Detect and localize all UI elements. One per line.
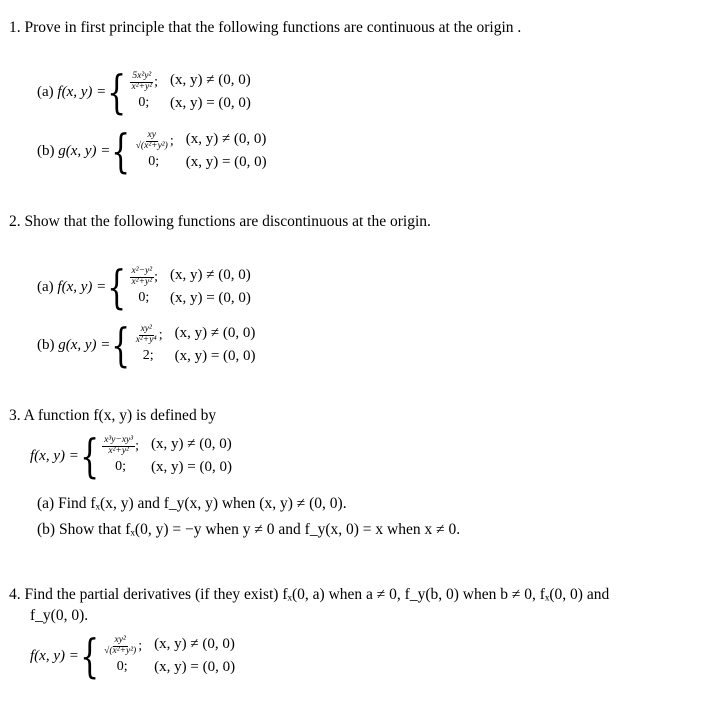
part-label: (b) bbox=[37, 336, 55, 353]
function-lhs: f(x, y) = bbox=[57, 83, 107, 100]
problem-4-heading-line-1: 4. Find the partial derivatives (if they exist) fₓ(0, a) when a ≠ 0, f_y(b, 0) when b ≠ 0, fₓ(0, 0) and bbox=[9, 586, 610, 603]
case-2-value: 0; bbox=[148, 153, 160, 169]
problem-2b bbox=[37, 318, 256, 372]
case-2-value: 0; bbox=[138, 94, 150, 110]
case-2-condition: (x, y) = (0, 0) bbox=[169, 94, 251, 111]
numerator: 5x²y² bbox=[132, 71, 152, 82]
piecewise-cases bbox=[134, 325, 256, 365]
case-2-condition: (x, y) = (0, 0) bbox=[154, 658, 236, 675]
left-brace: { bbox=[107, 260, 127, 314]
fraction bbox=[130, 72, 155, 93]
case-1-condition: (x, y) ≠ (0, 0) bbox=[169, 72, 251, 89]
problem-2a bbox=[37, 260, 251, 314]
piecewise-cases bbox=[102, 636, 235, 676]
case-1-value bbox=[102, 436, 139, 457]
denominator: x²+y² bbox=[131, 82, 153, 92]
fraction bbox=[134, 131, 170, 152]
case-2-value: 2; bbox=[142, 347, 154, 363]
problem-1a bbox=[37, 65, 251, 119]
piecewise-cases bbox=[130, 72, 251, 112]
piecewise-cases bbox=[130, 267, 251, 307]
denominator: x²+y² bbox=[131, 277, 153, 287]
case-2-value: 0; bbox=[115, 458, 127, 474]
fraction bbox=[134, 325, 159, 346]
problem-3a: (a) Find fₓ(x, y) and f_y(x, y) when (x, y) ≠ (0, 0). bbox=[37, 495, 347, 512]
separator: ; bbox=[138, 638, 143, 654]
function-lhs: g(x, y) = bbox=[58, 336, 111, 353]
case-1-value bbox=[134, 325, 163, 346]
problem-3-definition bbox=[30, 429, 232, 483]
denominator: x²+y² bbox=[108, 446, 129, 456]
problem-3b: (b) Show that fₓ(0, y) = −y when y ≠ 0 and f_y(x, 0) = x when x ≠ 0. bbox=[37, 521, 461, 538]
piecewise-cases bbox=[102, 436, 232, 476]
function-lhs: g(x, y) = bbox=[58, 142, 111, 159]
case-1-condition: (x, y) ≠ (0, 0) bbox=[185, 131, 267, 148]
numerator: xy² bbox=[140, 324, 152, 335]
left-brace: { bbox=[111, 124, 131, 178]
separator: ; bbox=[169, 133, 174, 149]
part-label: (a) bbox=[37, 278, 54, 295]
fraction bbox=[130, 267, 155, 288]
problem-3-heading: 3. A function f(x, y) is defined by bbox=[9, 407, 217, 424]
fraction bbox=[102, 636, 138, 657]
case-2-condition: (x, y) = (0, 0) bbox=[185, 153, 267, 170]
separator: ; bbox=[158, 327, 163, 343]
denominator: √(x²+y²) bbox=[104, 646, 137, 656]
case-1-value bbox=[102, 636, 142, 657]
function-lhs: f(x, y) = bbox=[30, 447, 79, 464]
case-1-condition: (x, y) ≠ (0, 0) bbox=[151, 436, 232, 453]
numerator: xy² bbox=[114, 635, 126, 646]
part-label: (b) bbox=[37, 142, 55, 159]
problem-1b bbox=[37, 124, 267, 178]
numerator: xy bbox=[147, 130, 156, 141]
case-2-condition: (x, y) = (0, 0) bbox=[169, 289, 251, 306]
left-brace: { bbox=[111, 318, 131, 372]
left-brace: { bbox=[79, 629, 100, 683]
problem-4-definition bbox=[30, 629, 236, 683]
case-1-condition: (x, y) ≠ (0, 0) bbox=[169, 267, 251, 284]
separator: ; bbox=[154, 74, 158, 90]
piecewise-cases bbox=[134, 131, 267, 171]
problem-4-heading-line-2: f_y(0, 0). bbox=[30, 607, 89, 624]
numerator: x³y−xy³ bbox=[104, 435, 134, 446]
case-1-value bbox=[134, 131, 174, 152]
case-2-condition: (x, y) = (0, 0) bbox=[174, 347, 256, 364]
case-1-value bbox=[130, 72, 158, 93]
function-lhs: f(x, y) = bbox=[30, 647, 79, 664]
numerator: x²−y² bbox=[131, 266, 153, 277]
case-2-value: 0; bbox=[138, 289, 150, 305]
part-label: (a) bbox=[37, 83, 54, 100]
case-1-value bbox=[130, 267, 158, 288]
fraction bbox=[102, 436, 135, 457]
separator: ; bbox=[135, 438, 140, 454]
case-2-value: 0; bbox=[116, 658, 128, 674]
case-1-condition: (x, y) ≠ (0, 0) bbox=[174, 325, 256, 342]
denominator: √(x²+y²) bbox=[135, 141, 168, 151]
left-brace: { bbox=[79, 429, 100, 483]
left-brace: { bbox=[107, 65, 127, 119]
problem-2-heading: 2. Show that the following functions are discontinuous at the origin. bbox=[9, 213, 431, 230]
case-2-condition: (x, y) = (0, 0) bbox=[151, 458, 232, 475]
denominator: x²+y⁴ bbox=[135, 335, 157, 345]
case-1-condition: (x, y) ≠ (0, 0) bbox=[154, 636, 235, 653]
function-lhs: f(x, y) = bbox=[57, 278, 107, 295]
separator: ; bbox=[154, 269, 158, 285]
problem-1-heading: 1. Prove in first principle that the following functions are continuous at the origin . bbox=[9, 19, 522, 36]
